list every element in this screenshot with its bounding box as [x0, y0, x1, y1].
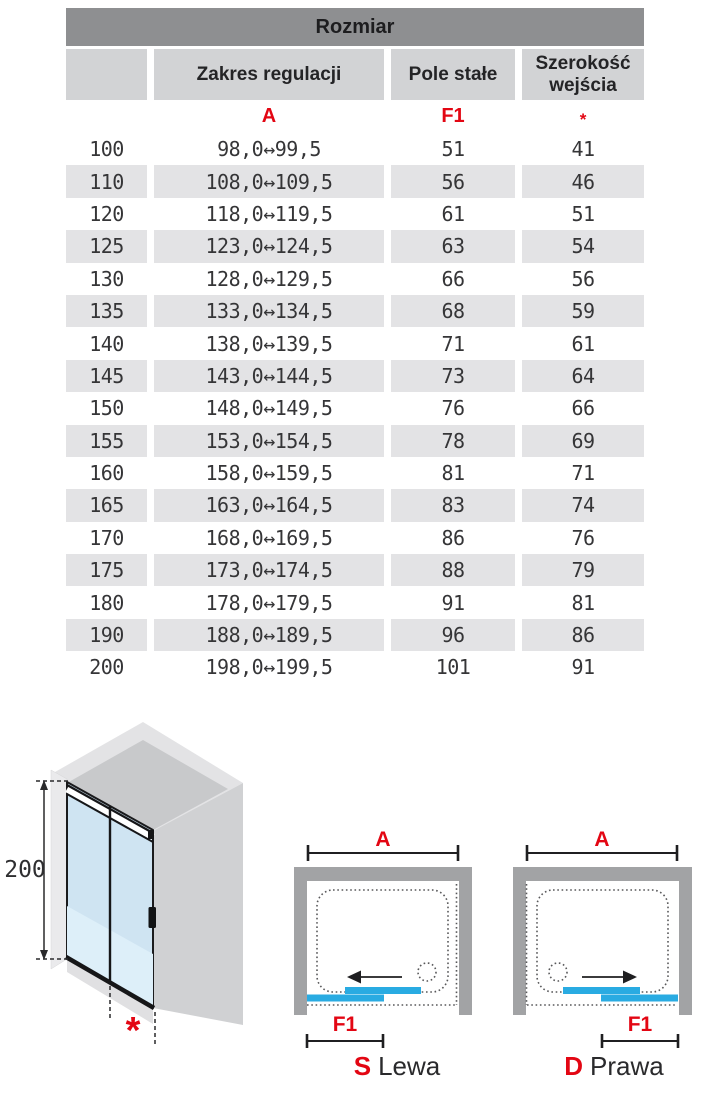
cell-fixed: 78 — [391, 425, 515, 457]
table-row — [66, 133, 644, 165]
cell-entry: 46 — [522, 165, 644, 197]
table-row — [66, 230, 644, 262]
cell-range: 98,0↔99,5 — [217, 137, 321, 162]
cell-size: 100 — [89, 137, 124, 162]
table-row — [66, 619, 644, 651]
cell-fixed: 86 — [441, 525, 465, 550]
cell-size: 145 — [66, 360, 147, 392]
cell-entry: 61 — [571, 331, 595, 356]
door-handle — [149, 907, 157, 928]
cell-entry: 66 — [571, 396, 595, 421]
fixed-panel-bar — [601, 995, 678, 1002]
symbol-a: A — [261, 105, 277, 127]
table-row — [66, 263, 644, 295]
table-row — [66, 554, 644, 586]
technical-diagrams — [0, 700, 724, 1101]
side-letter: S — [353, 1051, 372, 1081]
cell-entry: 76 — [571, 525, 595, 550]
f1-label: F1 — [332, 1013, 358, 1036]
cell-fixed: 68 — [391, 295, 515, 327]
cell-range: 143,0↔144,5 — [154, 360, 384, 392]
cell-range: 153,0↔154,5 — [154, 425, 384, 457]
cell-fixed: 66 — [441, 266, 465, 291]
wall-top — [513, 867, 692, 881]
cell-fixed: 101 — [435, 655, 471, 680]
cell-size: 180 — [89, 590, 124, 615]
top-view-left-diagram — [294, 828, 472, 1081]
f1-label: F1 — [627, 1013, 653, 1036]
cell-entry: 59 — [522, 295, 644, 327]
cell-fixed: 51 — [441, 137, 465, 162]
table-row — [66, 360, 644, 392]
table-title: Rozmiar — [66, 8, 644, 46]
wall-right — [459, 867, 472, 1015]
table-symbol-row — [66, 100, 644, 133]
cell-entry: 79 — [522, 554, 644, 586]
width-label-a: A — [375, 828, 391, 851]
cell-entry: 41 — [571, 137, 595, 162]
table-row — [66, 327, 644, 359]
table-row — [66, 457, 644, 489]
symbol-f1: F1 — [441, 105, 465, 127]
fixed-panel-bar — [307, 995, 384, 1002]
table-body — [66, 133, 644, 684]
cell-fixed: 81 — [441, 461, 465, 486]
cell-size: 160 — [89, 461, 124, 486]
column-header-entry-width: Szerokość wejścia — [522, 49, 644, 100]
cell-fixed: 83 — [391, 489, 515, 521]
cell-entry: 91 — [571, 655, 595, 680]
cell-range: 148,0↔149,5 — [205, 396, 333, 421]
side-letter: D — [564, 1051, 584, 1081]
cell-size: 190 — [66, 619, 147, 651]
cell-entry: 54 — [522, 230, 644, 262]
table-row — [66, 425, 644, 457]
cell-size: 175 — [66, 554, 147, 586]
cell-size: 155 — [66, 425, 147, 457]
wall-left — [294, 867, 307, 1015]
cell-range: 168,0↔169,5 — [205, 525, 333, 550]
table-row — [66, 295, 644, 327]
cell-fixed: 71 — [441, 331, 465, 356]
cell-fixed: 73 — [391, 360, 515, 392]
column-header-adjust-range: Zakres regulacji — [154, 49, 384, 100]
cell-entry: 56 — [571, 266, 595, 291]
cell-fixed: 61 — [441, 201, 465, 226]
cell-range: 118,0↔119,5 — [205, 201, 333, 226]
cell-entry: 71 — [571, 461, 595, 486]
entry-asterisk: * — [125, 1010, 141, 1052]
cell-size: 130 — [89, 266, 124, 291]
wall-right — [679, 867, 692, 1015]
cell-range: 158,0↔159,5 — [205, 461, 333, 486]
column-header-size — [66, 49, 147, 100]
cell-size: 110 — [66, 165, 147, 197]
cell-range: 198,0↔199,5 — [205, 655, 333, 680]
size-table — [66, 8, 644, 684]
table-row — [66, 522, 644, 554]
cell-range: 128,0↔129,5 — [205, 266, 333, 291]
cell-entry: 81 — [571, 590, 595, 615]
cell-fixed: 96 — [391, 619, 515, 651]
cell-entry: 74 — [522, 489, 644, 521]
sliding-panel-bar — [345, 987, 421, 994]
table-row — [66, 392, 644, 424]
column-header-fixed-panel: Pole stałe — [391, 49, 515, 100]
cell-range: 178,0↔179,5 — [205, 590, 333, 615]
cell-size: 125 — [66, 230, 147, 262]
drain-circle — [418, 963, 436, 981]
table-column-headers — [66, 49, 644, 100]
niche-left-wall — [51, 770, 67, 969]
caption-right — [564, 1051, 664, 1081]
cell-size: 170 — [89, 525, 124, 550]
cell-size: 150 — [89, 396, 124, 421]
cell-fixed: 63 — [391, 230, 515, 262]
cell-range: 108,0↔109,5 — [154, 165, 384, 197]
table-row — [66, 198, 644, 230]
cell-fixed: 91 — [441, 590, 465, 615]
side-name: Prawa — [590, 1051, 664, 1081]
width-label-a: A — [594, 828, 610, 851]
rail-end-bracket — [148, 830, 154, 839]
isometric-shower-diagram — [4, 722, 243, 1052]
top-view-right-diagram — [513, 828, 692, 1081]
cell-range: 188,0↔189,5 — [154, 619, 384, 651]
cell-size: 140 — [89, 331, 124, 356]
table-row — [66, 651, 644, 683]
cell-entry: 69 — [522, 425, 644, 457]
slide-arrow-right — [623, 971, 637, 984]
cell-range: 163,0↔164,5 — [154, 489, 384, 521]
table-row — [66, 165, 644, 197]
wall-left — [513, 867, 526, 1015]
caption-left — [354, 1051, 441, 1081]
side-name: Lewa — [378, 1051, 441, 1081]
cell-fixed: 56 — [391, 165, 515, 197]
cell-fixed: 88 — [391, 554, 515, 586]
table-row — [66, 586, 644, 618]
cell-size: 135 — [66, 295, 147, 327]
cell-size: 120 — [89, 201, 124, 226]
cell-range: 138,0↔139,5 — [205, 331, 333, 356]
cell-entry: 51 — [571, 201, 595, 226]
drain-circle — [549, 963, 567, 981]
sliding-panel-bar — [563, 987, 640, 994]
slide-arrow-left — [347, 971, 361, 984]
cell-range: 173,0↔174,5 — [154, 554, 384, 586]
wall-top — [294, 867, 472, 881]
cell-entry: 86 — [522, 619, 644, 651]
cell-fixed: 76 — [441, 396, 465, 421]
table-row — [66, 489, 644, 521]
cell-entry: 64 — [522, 360, 644, 392]
symbol-asterisk: * — [579, 109, 587, 129]
cell-range: 133,0↔134,5 — [154, 295, 384, 327]
cell-range: 123,0↔124,5 — [154, 230, 384, 262]
cell-size: 165 — [66, 489, 147, 521]
height-label: 200 — [4, 857, 46, 883]
cell-size: 200 — [89, 655, 124, 680]
